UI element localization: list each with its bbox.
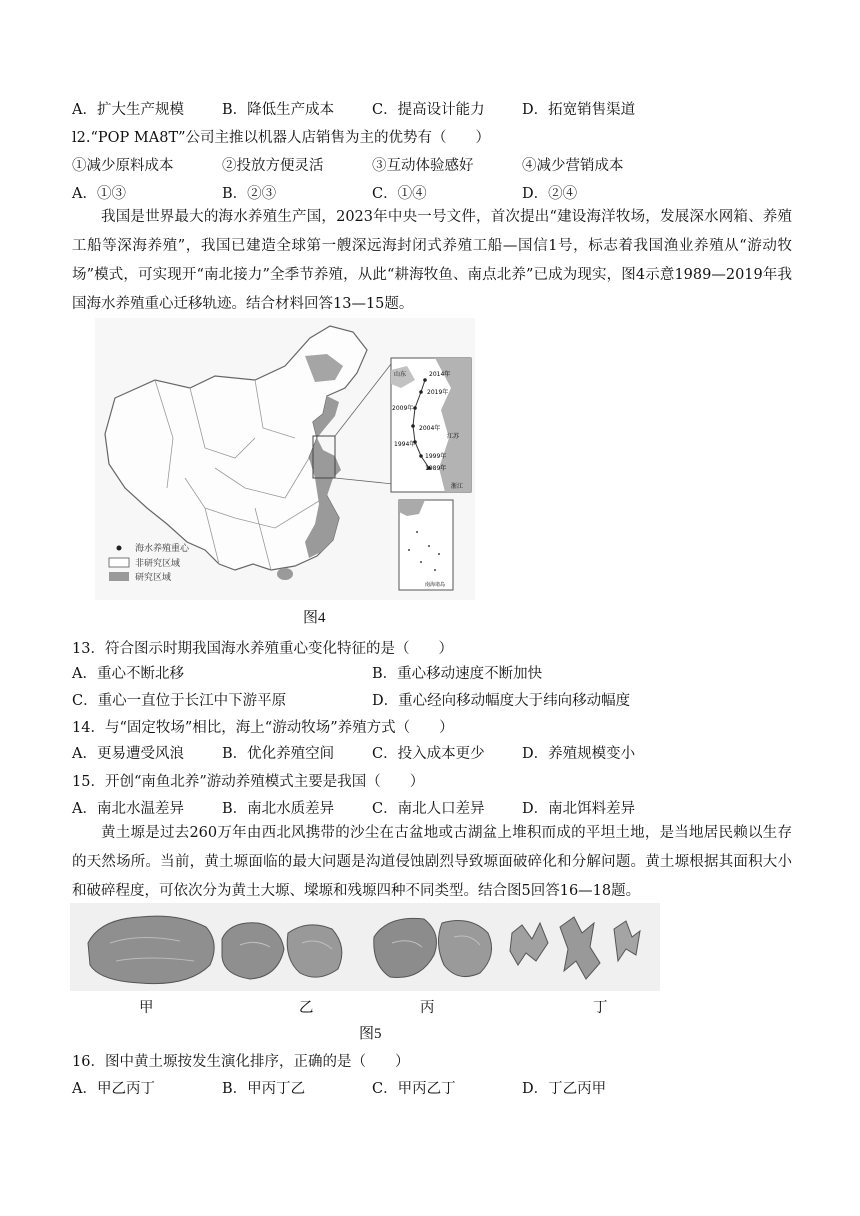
legend-study: 研究区域 <box>135 573 172 583</box>
option-d: D．重心经向移动幅度大于纬向移动幅度 <box>372 693 631 709</box>
loess-tableland-image <box>70 903 660 991</box>
label-ding: 丁 <box>593 1000 608 1016</box>
question-stem: 13．符合图示时期我国海水养殖重心变化特征的是（ ） <box>72 641 453 657</box>
label-yi: 乙 <box>299 1000 314 1016</box>
option-b: B．重心移动速度不断加快 <box>372 666 543 682</box>
option-a: A．①③ <box>72 186 126 202</box>
option-a: A．更易遭受风浪 <box>72 746 184 762</box>
inset-label: 2004年 <box>419 425 441 432</box>
passage-loess: 黄土塬是过去260万年由西北风携带的沙尘在古盆地或古湖盆上堆积而成的平坦土地，是当地居民赖以生存的天然场所。当前，黄土塬面临的最大问题是沟道侵蚀剧烈导致塬面破碎化和分解问题。黄土塬根据其面积大小和破碎程度，可依次分为黄土大塬、墚塬和残塬四种不同类型。结合图5回答16—18题。 <box>72 825 792 899</box>
option-c: C．重心一直位于长江中下游平原 <box>72 693 287 709</box>
legend-centroid: 海水养殖重心 <box>135 544 190 554</box>
label-jia: 甲 <box>139 1000 154 1016</box>
figure-4-caption: 图4 <box>303 610 326 626</box>
option-c: C．①④ <box>372 186 427 202</box>
option-d: D．南北饵料差异 <box>522 801 636 817</box>
question-stem: 15．开创“南鱼北养”游动养殖模式主要是我国（ ） <box>72 774 425 790</box>
option-c: C．南北人口差异 <box>372 801 485 817</box>
inset-label: 1994年 <box>394 441 416 448</box>
item-1: ①减少原料成本 <box>72 158 174 174</box>
option-a: A．扩大生产规模 <box>72 102 184 118</box>
inset-label: 南海诸岛 <box>425 582 446 588</box>
item-2: ②投放方便灵活 <box>222 158 324 174</box>
inset-label: 2014年 <box>429 371 451 378</box>
option-b: B．降低生产成本 <box>222 102 335 118</box>
item-3: ③互动体验感好 <box>372 158 474 174</box>
passage-aquaculture: 我国是世界最大的海水养殖生产国，2023年中央一号文件，首次提出“建设海洋牧场，发展深水网箱、养殖工船等深海养殖”，我国已建造全球第一艘深远海封闭式养殖工船—国信1号，标志着我国渔业养殖从“游动牧场”模式，可实现开“南北接力”全季节养殖，从此“耕海牧鱼、南点北养”已成为现实，图4示意1989—2019年我国海水养殖重心迁移轨迹。结合材料回答13—15题。 <box>72 209 793 312</box>
question-stem: 16．图中黄土塬按发生演化排序，正确的是（ ） <box>72 1054 410 1070</box>
option-b: B．甲丙丁乙 <box>222 1081 306 1097</box>
option-d: D．拓宽销售渠道 <box>522 102 636 118</box>
label-bing: 丙 <box>420 1000 435 1016</box>
inset-label: 2019年 <box>427 389 449 396</box>
option-d: D．②④ <box>522 186 578 202</box>
inset-label: 1999年 <box>425 453 447 460</box>
inset-label: 山东 <box>394 371 407 378</box>
question-stem: l2.“POP MA8T”公司主推以机器人店销售为主的优势有（ ） <box>72 130 491 146</box>
inset-label: 江苏 <box>447 433 460 440</box>
option-d: D．丁乙丙甲 <box>522 1081 607 1097</box>
option-b: B．②③ <box>222 186 277 202</box>
option-a: A．南北水温差异 <box>72 801 184 817</box>
option-d: D．养殖规模变小 <box>522 746 636 762</box>
legend-non-study: 非研究区域 <box>135 559 181 569</box>
item-4: ④减少营销成本 <box>522 158 624 174</box>
option-b: B．优化养殖空间 <box>222 746 335 762</box>
inset-label: 浙江 <box>451 483 464 490</box>
option-c: C．甲丙乙丁 <box>372 1081 456 1097</box>
china-map-figure <box>95 318 475 600</box>
option-a: A．甲乙丙丁 <box>72 1081 155 1097</box>
china-map-image <box>95 318 475 600</box>
inset-label: 2009年 <box>392 405 414 412</box>
option-b: B．南北水质差异 <box>222 801 335 817</box>
option-a: A．重心不断北移 <box>72 666 184 682</box>
figure-5-caption: 图5 <box>359 1026 382 1042</box>
inset-label: 1989年 <box>425 465 447 472</box>
question-stem: 14．与“固定牧场”相比，海上“游动牧场”养殖方式（ ） <box>72 720 454 736</box>
loess-tableland-figure <box>70 903 660 991</box>
option-c: C．提高设计能力 <box>372 102 485 118</box>
option-c: C．投入成本更少 <box>372 746 485 762</box>
